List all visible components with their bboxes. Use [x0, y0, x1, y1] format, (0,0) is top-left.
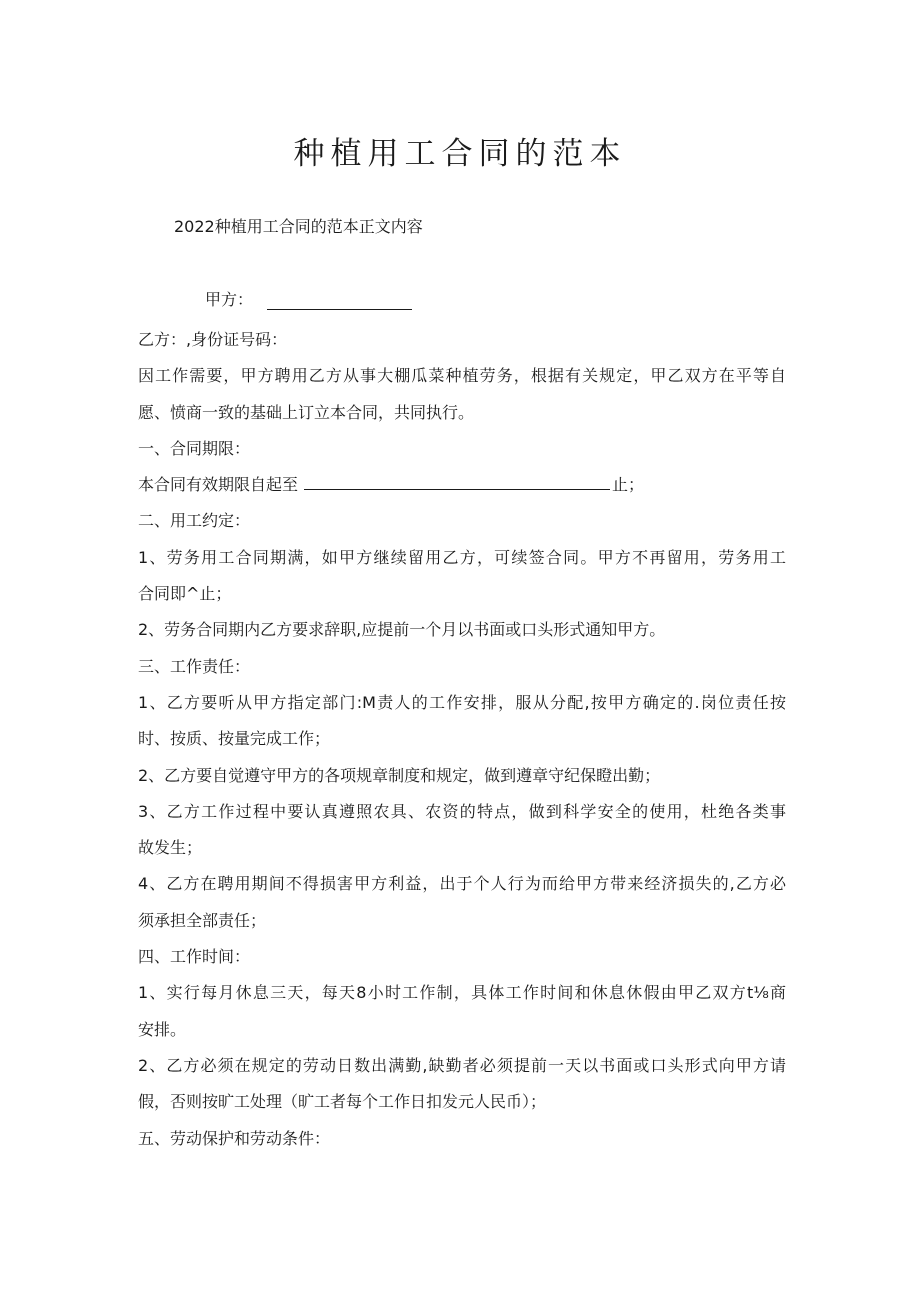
section-3-item-1-line-1: 1、乙方要听从甲方指定部门:M责人的工作安排，服从分配,按甲方确定的.岗位责任按 — [138, 692, 786, 712]
document-subtitle: 2022种植用工合同的范本正文内容 — [174, 217, 423, 236]
section-3-item-2: 2、乙方要自觉遵守甲方的各项规章制度和规定，做到遵章守纪保瞪出勤； — [138, 765, 661, 785]
section-3-item-3-line-1: 3、乙方工作过程中要认真遵照农具、农资的特点，做到科学安全的使用，杜绝各类事 — [138, 801, 786, 821]
term-blank — [304, 471, 610, 490]
document-title: 种植用工合同的范本 — [293, 136, 627, 172]
party-a-blank — [267, 291, 412, 310]
section-2-title: 二、用工约定： — [138, 511, 251, 531]
intro-line-2: 愿、愤商一致的基础上订立本合同，共同执行。 — [138, 402, 475, 422]
term-row — [138, 467, 786, 503]
section-3-item-3-line-2: 故发生； — [138, 838, 203, 858]
section-4-item-2-line-2: 假，否则按旷工处理（旷工者每个工作日扣发元人民币）； — [138, 1092, 547, 1112]
party-a-line — [205, 287, 412, 310]
party-a-label: 甲方： — [205, 290, 254, 309]
section-2-item-2: 2、劳务合同期内乙方要求辞职,应提前一个月以书面或口头形式通知甲方。 — [138, 620, 666, 640]
section-3-item-4-line-1: 4、乙方在聘用期间不得损害甲方利益，出于个人行为而给甲方带来经济损失的,乙方必 — [138, 874, 786, 894]
party-b-line: 乙方：,身份证号码： — [138, 330, 288, 349]
section-4-title: 四、工作时间： — [138, 947, 251, 967]
section-5-title: 五、劳动保护和劳动条件： — [138, 1128, 331, 1148]
section-2-item-1-line-1: 1、劳务用工合同期满，如甲方继续留用乙方，可续签合同。甲方不再留用，劳务用工 — [138, 547, 786, 567]
contract-body — [138, 322, 786, 1157]
section-3-item-4-line-2: 须承担全部责任； — [138, 910, 267, 930]
section-4-item-1-line-2: 安排。 — [138, 1019, 187, 1039]
section-3-title: 三、工作责任： — [138, 656, 251, 676]
term-text-after: 止； — [612, 475, 645, 495]
section-1-title: 一、合同期限： — [138, 438, 251, 458]
section-1-text — [138, 467, 786, 503]
section-4-item-2-line-1: 2、乙方必须在规定的劳动日数出满勤,缺勤者必须提前一天以书面或口头形式向甲方请 — [138, 1055, 786, 1075]
section-3-item-1-line-2: 时、按质、按量完成工作； — [138, 729, 331, 749]
section-4-item-1-line-1: 1、实行每月休息三天，每天8小时工作制，具体工作时间和休息休假由甲乙双方t⅛商 — [138, 983, 786, 1003]
section-2-item-1-line-2: 合同即^止； — [138, 584, 232, 604]
intro-line-1: 因工作需要，甲方聘用乙方从事大棚瓜菜种植劳务，根据有关规定，甲乙双方在平等自 — [138, 366, 786, 386]
term-text-before: 本合同有效期限自起至 — [138, 475, 299, 495]
